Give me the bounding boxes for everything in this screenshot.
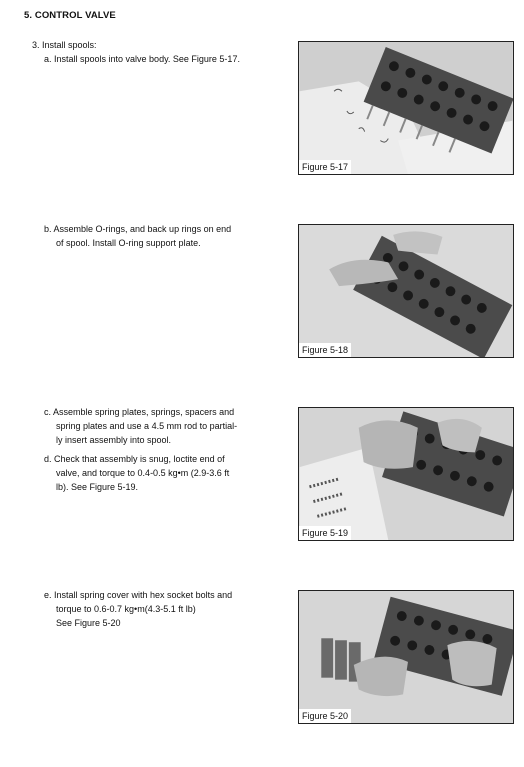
figure-5-18-caption: Figure 5-18 xyxy=(299,343,351,357)
step-e-line-2: torque to 0.6-0.7 kg•m(4.3-5.1 ft lb) xyxy=(56,604,196,615)
o-ring-assembly-photo xyxy=(299,225,513,357)
spring-cover-photo xyxy=(299,591,513,723)
step-c-line-2: spring plates and use a 4.5 mm rod to partial- xyxy=(56,421,238,432)
section-title: 5. CONTROL VALVE xyxy=(24,10,116,21)
step-3-intro: 3. Install spools: xyxy=(32,40,97,50)
step-d-line-1: d. Check that assembly is snug, loctite end of xyxy=(44,454,225,464)
valve-spools-photo xyxy=(299,42,513,174)
figure-5-19 xyxy=(298,407,514,541)
step-e-line-1: e. Install spring cover with hex socket bolts and xyxy=(44,590,233,600)
step-c-line-3: ly insert assembly into spool. xyxy=(56,435,172,446)
step-b-line-2: of spool. Install O-ring support plate. xyxy=(56,238,201,249)
step-3-block xyxy=(32,38,240,66)
step-c-block xyxy=(44,405,237,448)
step-e-block xyxy=(44,588,232,631)
step-a-line-1: a. Install spools into valve body. See Figure 5-17. xyxy=(44,54,240,65)
step-d-line-3: lb). See Figure 5-19. xyxy=(56,482,139,493)
figure-5-20 xyxy=(298,590,514,724)
spring-assembly-photo xyxy=(299,408,513,540)
figure-5-17 xyxy=(298,41,514,175)
step-b-line-1: b. Assemble O-rings, and back up rings on end xyxy=(44,224,232,234)
figure-5-20-caption: Figure 5-20 xyxy=(299,709,351,723)
step-d-line-2: valve, and torque to 0.4-0.5 kg•m (2.9-3.6 ft xyxy=(56,468,230,479)
step-c-line-1: c. Assemble spring plates, springs, spacers and xyxy=(44,407,235,417)
step-e-line-3: See Figure 5-20 xyxy=(56,618,121,629)
figure-5-19-caption: Figure 5-19 xyxy=(299,526,351,540)
figure-5-18 xyxy=(298,224,514,358)
step-d-block xyxy=(44,452,229,495)
step-b-block xyxy=(44,222,231,250)
figure-5-17-caption: Figure 5-17 xyxy=(299,160,351,174)
